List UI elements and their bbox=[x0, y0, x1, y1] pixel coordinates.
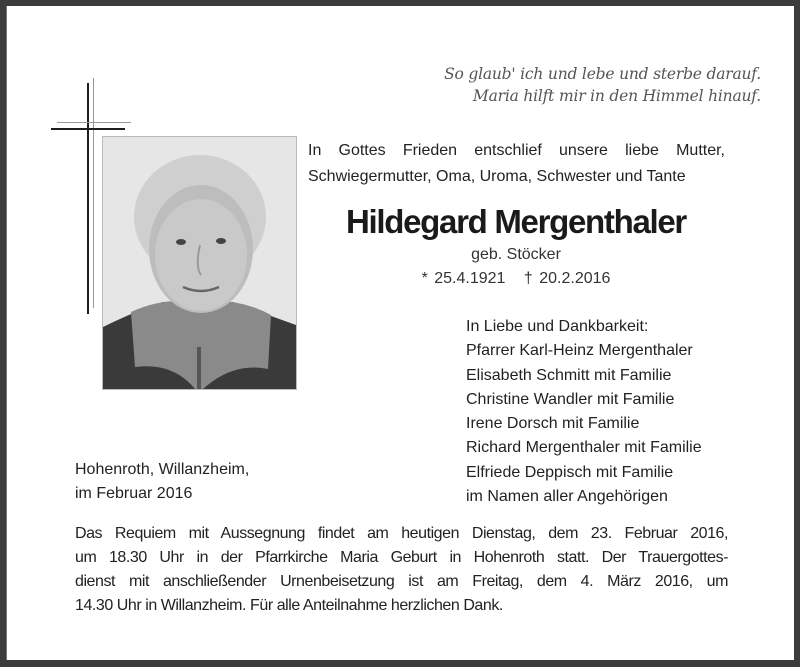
service-notice bbox=[75, 522, 728, 618]
mourner-line: Elisabeth Schmitt mit Familie bbox=[466, 366, 672, 384]
place-date bbox=[75, 458, 249, 506]
mourner-line: Christine Wandler mit Familie bbox=[466, 390, 675, 408]
notice-line-2: um 18.30 Uhr in der Pfarrkirche Maria Geburt in Hohenroth statt. Der Trauergottes- bbox=[75, 549, 728, 566]
mourner-line: Richard Mergenthaler mit Familie bbox=[466, 439, 702, 457]
intro-text bbox=[308, 138, 725, 190]
motto-verse bbox=[415, 63, 761, 107]
motto-line-1: So glaub' ich und lebe und sterbe darauf. bbox=[444, 65, 761, 83]
intro-line-1: In Gottes Frieden entschlief unsere liebe Mutter, bbox=[308, 142, 725, 159]
death-date: † 20.2.2016 bbox=[523, 270, 611, 287]
mourner-line: Elfriede Deppisch mit Familie bbox=[466, 463, 674, 481]
notice-line-3: dienst mit anschließender Urnenbeisetzung ist am Freitag, dem 4. März 2016, um bbox=[75, 573, 728, 590]
maiden-name: geb. Stöcker bbox=[471, 246, 561, 263]
obituary-notice bbox=[6, 6, 794, 660]
mourners-list bbox=[466, 315, 702, 509]
mourner-line: Pfarrer Karl-Heinz Mergenthaler bbox=[466, 342, 693, 360]
notice-line-4: 14.30 Uhr in Willanzheim. Für alle Anteilnahme herzlichen Dank. bbox=[75, 597, 503, 614]
intro-line-2: Schwiegermutter, Oma, Uroma, Schwester und Tante bbox=[308, 168, 686, 185]
motto-line-2: Maria hilft mir in den Himmel hinauf. bbox=[472, 87, 761, 105]
deceased-name: Hildegard Mergenthaler bbox=[346, 203, 686, 240]
portrait-image bbox=[103, 137, 296, 389]
mourner-line: im Namen aller Angehörigen bbox=[466, 488, 668, 506]
place-line: Hohenroth, Willanzheim, bbox=[75, 461, 250, 478]
mourner-line: In Liebe und Dankbarkeit: bbox=[466, 318, 649, 335]
mourner-line: Irene Dorsch mit Familie bbox=[466, 415, 640, 433]
date-line: im Februar 2016 bbox=[75, 485, 193, 502]
birth-date: * 25.4.1921 bbox=[421, 270, 506, 287]
life-dates bbox=[307, 270, 725, 288]
portrait-photo bbox=[102, 136, 297, 390]
notice-line-1: Das Requiem mit Aussegnung findet am heutigen Dienstag, dem 23. Februar 2016, bbox=[75, 525, 728, 542]
